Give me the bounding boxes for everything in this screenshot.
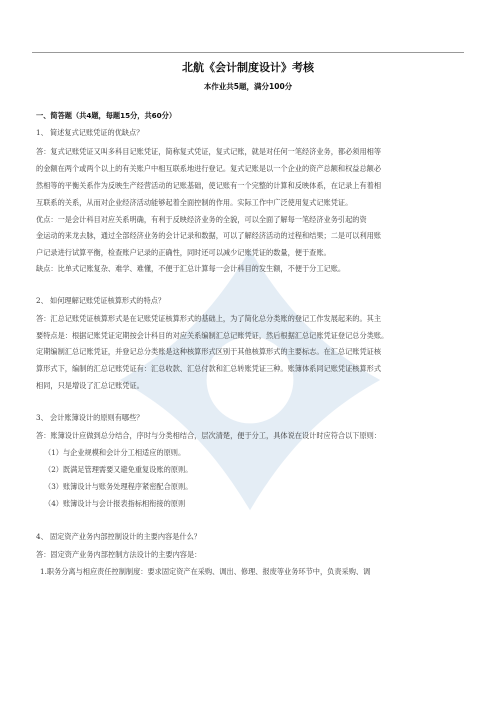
section-heading: 一、简答题（共4题，每题15分，共60分） <box>36 111 177 120</box>
answer-line: 定期编制汇总记账凭证，并登记总分类账是这种核算形式区别于其他核算形式的主要标志。在汇总记账凭证核 <box>36 347 382 356</box>
answer-line: 算形式下，编制的汇总记账凭证有：汇总收款、汇总付款和汇总转账凭证三种。账簿体系同记账凭证核算形式 <box>36 364 382 373</box>
document-title: 北航《会计制度设计》考核 <box>182 61 314 74</box>
answer-line: 然相等的平衡关系作为反映生产经营活动的记账基础，使记账有一个完整的计算和反映体系，在记录上有着相 <box>36 181 382 190</box>
answer-item: （4）账簿设计与会计报表指标相衔接的原则 <box>44 499 186 508</box>
answer-line: 优点：一是会计科目对应关系明确，有利于反映经济业务的全貌，可以全面了解每一笔经济业务引起的资 <box>36 215 367 224</box>
answer-line: 缺点：比单式记账复杂、难学、难懂，不便于汇总计算每一会计科目的发生额，不便于分工记账。 <box>36 264 346 273</box>
answer-line: 要特点是：根据记账凭证定期按会计科目的对应关系编制汇总记账凭证，然后根据汇总记账凭证登记总分类账。 <box>36 331 389 340</box>
question-3: 3、 会计账簿设计的原则有哪些？ <box>36 413 144 422</box>
answer-line: 金运动的来龙去脉，通过全部经济业务的会计记录和数据，可以了解经济活动的过程和结果；二是可以利用账 <box>36 231 382 240</box>
answer-line: 答：汇总记账凭证核算形式是在记账凭证核算形式的基础上，为了简化总分类账的登记工作发展起来的。其主 <box>36 314 382 323</box>
answer-line: 户记录进行试算平衡，检查账户记录的正确性，同时还可以减少记账凭证的数量，便于查账。 <box>36 248 331 257</box>
question-1: 1、 简述复式记账凭证的优缺点？ <box>36 128 144 137</box>
answer-line: 1.职务分离与相应责任控制制度：要求固定资产在采购、调出、修理、报废等业务环节中，负责采购、调 <box>40 567 371 576</box>
answer-item: （3）账簿设计与账务处理程序紧密配合原则。 <box>44 482 193 491</box>
answer-line: 答：账簿设计应做到总分结合，序时与分类相结合，层次清楚，便于分工，具体说在设计时应符合以下原则： <box>36 431 382 440</box>
header-rule <box>32 52 464 53</box>
answer-item: （1）与企业规模和会计分工相适应的原则。 <box>44 448 186 457</box>
answer-line: 答：固定资产业务内部控制方法设计的主要内容是： <box>36 550 202 559</box>
question-2: 2、 如何理解记账凭证核算形式的特点？ <box>36 296 166 305</box>
answer-line: 互联系的关系，从而对企业经济活动能够起着全面控制的作用。实际工作中广泛使用复式记账凭证。 <box>36 198 353 207</box>
document-subtitle: 本作业共5题，满分100分 <box>203 82 293 91</box>
answer-line: 答：复式记账凭证又叫多科目记账凭证，简称复式凭证，复式记账，就是对任何一笔经济业务，都必须用相等 <box>36 147 382 156</box>
answer-item: （2）既满足管理需要又避免重复设账的原则。 <box>44 465 193 474</box>
answer-line: 相同，只是增设了汇总记账凭证。 <box>36 381 144 390</box>
question-4: 4、 固定资产业务内部控制设计的主要内容是什么？ <box>36 532 201 541</box>
answer-line: 的金额在两个或两个以上的有关账户中相互联系地进行登记。复式记账是以一个企业的资产总额和权益总额必 <box>36 164 382 173</box>
